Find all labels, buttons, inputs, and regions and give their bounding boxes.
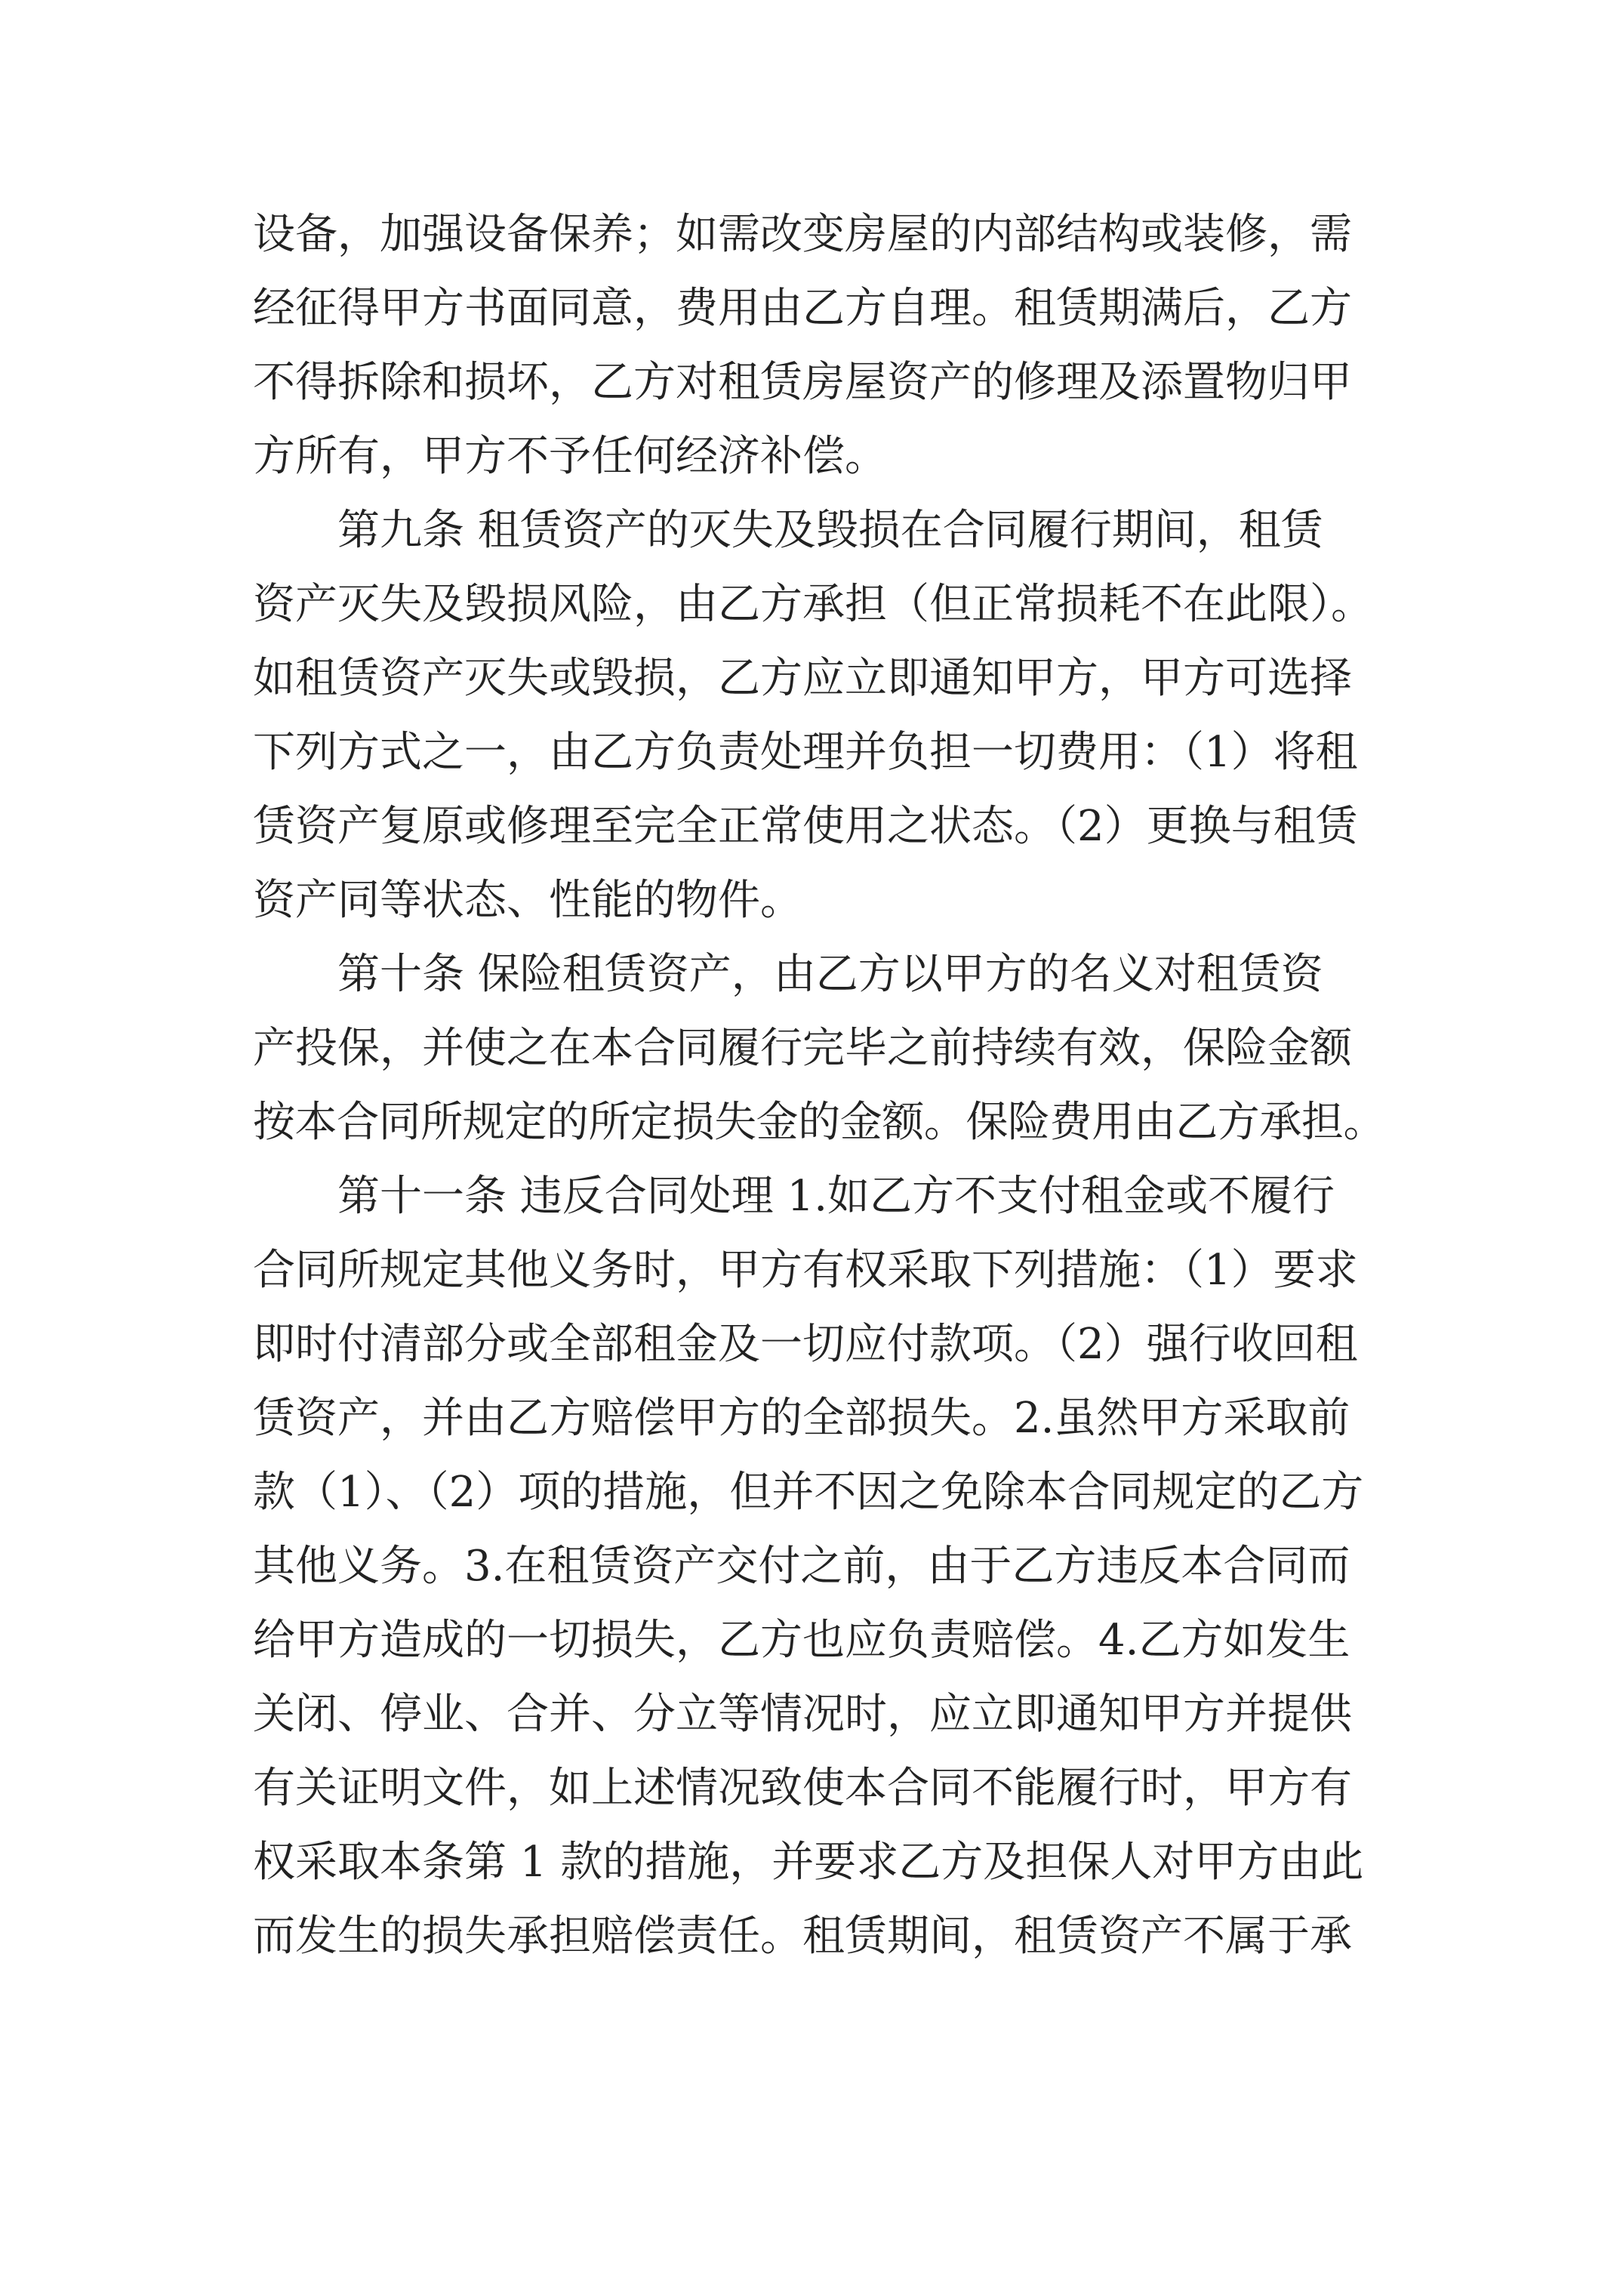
article-9-heading-line: 第九条 租赁资产的灭失及毁损在合同履行期间，租赁 [337, 506, 1323, 555]
text-line: 合同所规定其他义务时，甲方有权采取下列措施：（1）要求 [253, 1246, 1358, 1295]
text-line: 即时付清部分或全部租金及一切应付款项。（2）强行收回租 [253, 1320, 1358, 1369]
text-line: 按本合同所规定的所定损失金的金额。保险费用由乙方承担。 [253, 1098, 1385, 1147]
text-line: 不得拆除和损坏，乙方对租赁房屋资产的修理及添置物归甲 [253, 358, 1352, 407]
text-line: 方所有，甲方不予任何经济补偿。 [253, 432, 887, 481]
text-line: 赁资产，并由乙方赔偿甲方的全部损失。2.虽然甲方采取前 [253, 1394, 1350, 1443]
text-line: 资产灭失及毁损风险，由乙方承担（但正常损耗不在此限）。 [253, 580, 1373, 629]
text-line: 赁资产复原或修理至完全正常使用之状态。（2）更换与租赁 [253, 802, 1358, 851]
text-line: 款（1）、（2）项的措施，但并不因之免除本合同规定的乙方 [253, 1468, 1364, 1517]
text-line: 经征得甲方书面同意，费用由乙方自理。租赁期满后，乙方 [253, 284, 1352, 333]
text-line: 而发生的损失承担赔偿责任。租赁期间，租赁资产不属于承 [253, 1912, 1352, 1961]
text-line: 产投保，并使之在本合同履行完毕之前持续有效，保险金额 [253, 1024, 1352, 1073]
contract-body-text [253, 198, 1385, 1974]
text-line: 权采取本条第 1 款的措施，并要求乙方及担保人对甲方由此 [253, 1838, 1364, 1887]
text-line: 给甲方造成的一切损失，乙方也应负责赔偿。4.乙方如发生 [253, 1616, 1350, 1665]
text-line: 下列方式之一，由乙方负责处理并负担一切费用：（1）将租 [253, 728, 1358, 777]
article-11-heading-line: 第十一条 违反合同处理 1.如乙方不支付租金或不履行 [337, 1172, 1335, 1221]
text-line: 如租赁资产灭失或毁损，乙方应立即通知甲方，甲方可选择 [253, 654, 1352, 703]
article-10-heading-line: 第十条 保险租赁资产，由乙方以甲方的名义对租赁资 [337, 950, 1323, 999]
text-line: 有关证明文件，如上述情况致使本合同不能履行时，甲方有 [253, 1764, 1352, 1813]
text-line: 关闭、停业、合并、分立等情况时，应立即通知甲方并提供 [253, 1690, 1352, 1739]
text-line: 其他义务。3.在租赁资产交付之前，由于乙方违反本合同而 [253, 1542, 1350, 1591]
text-line: 设备，加强设备保养；如需改变房屋的内部结构或装修，需 [253, 210, 1352, 259]
text-line: 资产同等状态、性能的物件。 [253, 876, 802, 925]
